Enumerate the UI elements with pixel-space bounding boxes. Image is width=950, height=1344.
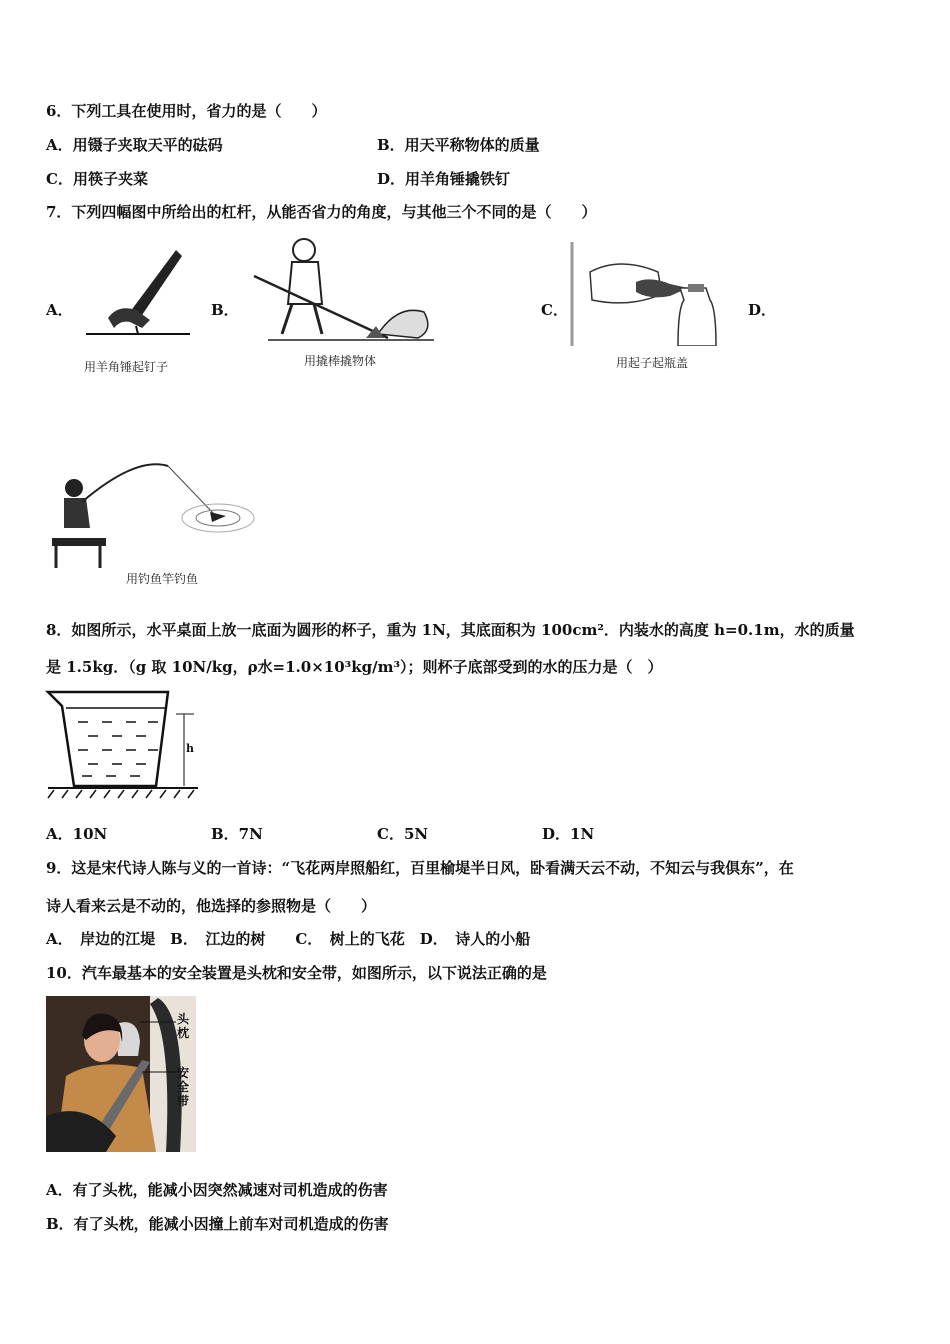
fishing-rod-figure xyxy=(46,462,258,592)
q8-option-c: C．5N xyxy=(377,825,429,843)
q8-option-d: D．1N xyxy=(542,825,595,843)
q7-stem: 7．下列四幅图中所给出的杠杆，从能否省力的角度，与其他三个不同的是（ ） xyxy=(46,203,597,221)
q9-stem-line2: 诗人看来云是不动的，他选择的参照物是（ ） xyxy=(46,897,377,915)
q8-option-b: B．7N xyxy=(211,825,263,843)
seatbelt-label: 安全带 xyxy=(177,1066,190,1108)
q10-option-a: A．有了头枕，能减小因突然减速对司机造成的伤害 xyxy=(46,1181,388,1199)
crowbar-worker-icon xyxy=(248,234,438,346)
q10-option-b: B．有了头枕，能减小因撞上前车对司机造成的伤害 xyxy=(46,1215,389,1233)
q6-option-c: C．用筷子夹菜 xyxy=(46,170,148,188)
fishing-person-icon xyxy=(46,462,258,570)
q7-caption-d: 用钓鱼竿钓鱼 xyxy=(126,572,199,586)
crowbar-figure xyxy=(248,234,438,374)
q7-label-d: D． xyxy=(748,301,777,319)
q7-caption-c: 用起子起瓶盖 xyxy=(616,356,689,370)
q7-caption-a: 用羊角锤起钉子 xyxy=(84,360,169,374)
water-cup-icon xyxy=(44,688,200,804)
headrest-label: 头枕 xyxy=(177,1012,190,1040)
claw-hammer-icon xyxy=(78,240,198,340)
cup-figure xyxy=(44,688,200,804)
driver-photo-icon xyxy=(46,996,196,1152)
bottle-opener-figure xyxy=(570,242,720,374)
seatbelt-photo xyxy=(46,996,196,1152)
q9-options: A． 岸边的江堤 B． 江边的树 C． 树上的飞花 D． 诗人的小船 xyxy=(46,930,531,948)
q7-label-a: A． xyxy=(46,301,73,319)
q6-option-d: D．用羊角锤撬铁钉 xyxy=(377,170,511,188)
q8-option-a: A．10N xyxy=(46,825,108,843)
q8-stem-line1: 8．如图所示，水平桌面上放一底面为圆形的杯子，重为 1N，其底面积为 100cm²．内装水的高度 h=0.1m，水的质量 xyxy=(46,621,855,639)
q9-stem-line1: 9．这是宋代诗人陈与义的一首诗：“飞花两岸照船红，百里榆堤半日风，卧看满天云不动，不知云与我俱东”，在 xyxy=(46,859,794,877)
q10-stem: 10．汽车最基本的安全装置是头枕和安全带，如图所示，以下说法正确的是 xyxy=(46,964,547,982)
height-label: h xyxy=(186,742,194,755)
q6-stem: 6．下列工具在使用时，省力的是（ ） xyxy=(46,102,327,120)
q7-label-b: B． xyxy=(211,301,239,319)
q7-label-c: C． xyxy=(541,301,568,319)
bottle-opener-icon xyxy=(570,242,720,346)
q7-caption-b: 用撬棒撬物体 xyxy=(304,354,377,368)
q6-option-b: B．用天平称物体的质量 xyxy=(377,136,540,154)
q8-stem-line2: 是 1.5kg．（g 取 10N/kg，ρ水=1.0×10³kg/m³）；则杯子底部受到的水的压力是（ ） xyxy=(46,658,663,676)
hammer-figure xyxy=(78,240,198,378)
q6-option-a: A．用镊子夹取天平的砝码 xyxy=(46,136,223,154)
